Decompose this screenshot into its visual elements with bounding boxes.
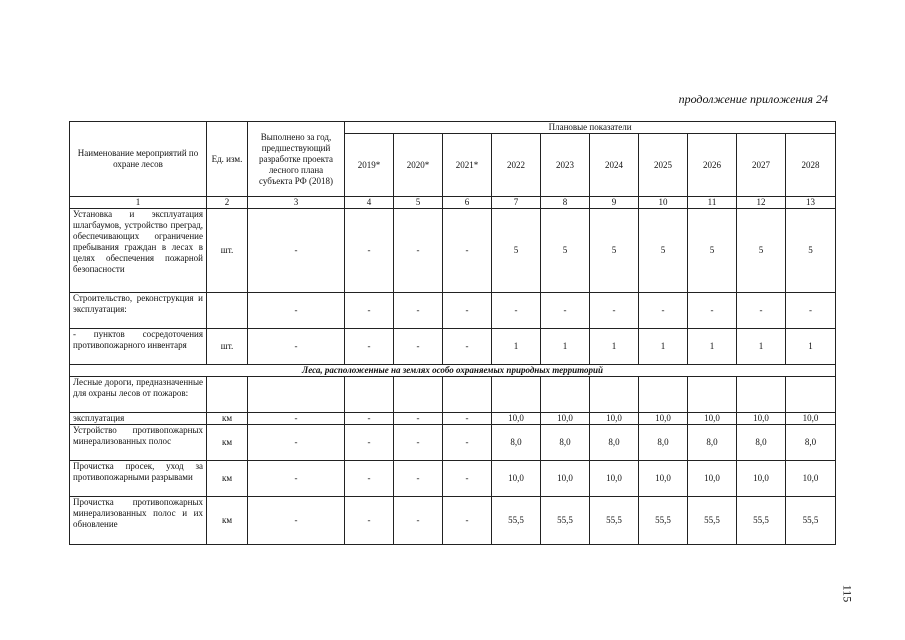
row-value: 10,0 [492, 461, 541, 497]
row-value: - [541, 293, 590, 329]
row-value: - [639, 293, 688, 329]
row-prev [248, 377, 345, 413]
row-prev: - [248, 425, 345, 461]
column-number: 12 [737, 197, 786, 209]
row-value: 10,0 [492, 413, 541, 425]
row-value: - [394, 413, 443, 425]
row-value: - [443, 293, 492, 329]
row-value: 10,0 [688, 461, 737, 497]
row-value: 1 [541, 329, 590, 365]
row-value: 8,0 [688, 425, 737, 461]
row-value: - [345, 329, 394, 365]
header-year: 2021* [443, 134, 492, 197]
row-value: 8,0 [737, 425, 786, 461]
row-value [394, 377, 443, 413]
row-value: 55,5 [688, 497, 737, 545]
header-year: 2026 [688, 134, 737, 197]
row-value: 10,0 [590, 413, 639, 425]
column-number: 5 [394, 197, 443, 209]
row-value: - [345, 425, 394, 461]
row-value [345, 377, 394, 413]
row-value: 55,5 [786, 497, 836, 545]
row-value: - [737, 293, 786, 329]
row-value: - [394, 293, 443, 329]
column-number: 7 [492, 197, 541, 209]
row-value [541, 377, 590, 413]
row-name: эксплуатация [70, 413, 207, 425]
table-row [70, 497, 836, 545]
row-value: 5 [737, 209, 786, 293]
row-name: Прочистка просек, уход за противопожарными разрывами [70, 461, 207, 497]
row-unit [207, 293, 248, 329]
row-name: Устройство противопожарных минерализованных полос [70, 425, 207, 461]
row-name: - пунктов сосредоточения противопожарного инвентаря [70, 329, 207, 365]
row-value: - [394, 461, 443, 497]
row-value: - [394, 209, 443, 293]
row-unit: км [207, 413, 248, 425]
row-value [590, 377, 639, 413]
table-row [70, 425, 836, 461]
row-value: 55,5 [492, 497, 541, 545]
row-value: - [345, 413, 394, 425]
row-value: - [443, 461, 492, 497]
row-value: 55,5 [590, 497, 639, 545]
header-plan: Плановые показатели [345, 122, 836, 134]
row-prev: - [248, 209, 345, 293]
appendix-caption: продолжение приложения 24 [678, 92, 828, 106]
table-row [70, 329, 836, 365]
row-value: - [443, 413, 492, 425]
row-value: 1 [786, 329, 836, 365]
row-value: 10,0 [688, 413, 737, 425]
header-unit: Ед. изм. [207, 122, 248, 197]
row-unit: км [207, 461, 248, 497]
row-prev: - [248, 497, 345, 545]
header-year: 2027 [737, 134, 786, 197]
row-value: - [345, 461, 394, 497]
row-value: - [443, 329, 492, 365]
row-value: 10,0 [541, 413, 590, 425]
row-value: 10,0 [639, 413, 688, 425]
column-number: 2 [207, 197, 248, 209]
row-value: 8,0 [639, 425, 688, 461]
row-value: 8,0 [786, 425, 836, 461]
table-row [70, 209, 836, 293]
row-value: 10,0 [639, 461, 688, 497]
column-number: 10 [639, 197, 688, 209]
header-year: 2019* [345, 134, 394, 197]
row-value: 5 [590, 209, 639, 293]
row-value: 10,0 [737, 413, 786, 425]
row-unit: км [207, 425, 248, 461]
row-name: Строительство, реконструкция и эксплуатация: [70, 293, 207, 329]
header-year: 2023 [541, 134, 590, 197]
column-number: 4 [345, 197, 394, 209]
row-value: - [688, 293, 737, 329]
row-value: 5 [639, 209, 688, 293]
header-year: 2028 [786, 134, 836, 197]
column-number: 6 [443, 197, 492, 209]
row-value: 10,0 [541, 461, 590, 497]
header-year: 2024 [590, 134, 639, 197]
row-value: - [345, 293, 394, 329]
table-row [70, 293, 836, 329]
row-value: - [590, 293, 639, 329]
page-number: 115 [840, 584, 855, 603]
row-value: 8,0 [541, 425, 590, 461]
row-value: - [394, 497, 443, 545]
row-value: 1 [639, 329, 688, 365]
row-value: 5 [541, 209, 590, 293]
header-year: 2020* [394, 134, 443, 197]
header-year: 2022 [492, 134, 541, 197]
row-value: 55,5 [737, 497, 786, 545]
row-name: Лесные дороги, предназначенные для охраны лесов от пожаров: [70, 377, 207, 413]
row-value: 8,0 [590, 425, 639, 461]
row-value [737, 377, 786, 413]
row-value: - [345, 497, 394, 545]
row-prev: - [248, 461, 345, 497]
column-number: 11 [688, 197, 737, 209]
row-value: - [786, 293, 836, 329]
row-value: 5 [786, 209, 836, 293]
row-value: 1 [688, 329, 737, 365]
row-value: 10,0 [737, 461, 786, 497]
column-number: 1 [70, 197, 207, 209]
row-value: 10,0 [590, 461, 639, 497]
row-value [639, 377, 688, 413]
row-value: 55,5 [541, 497, 590, 545]
column-number: 13 [786, 197, 836, 209]
row-unit: км [207, 497, 248, 545]
row-value: - [394, 329, 443, 365]
row-value [443, 377, 492, 413]
table-row [70, 413, 836, 425]
row-value: 55,5 [639, 497, 688, 545]
row-name: Прочистка противопожарных минерализованных полос и их обновление [70, 497, 207, 545]
row-value: - [345, 209, 394, 293]
row-value: 10,0 [786, 413, 836, 425]
section-title: Леса, расположенные на землях особо охраняемых природных территорий [70, 365, 836, 377]
row-value [688, 377, 737, 413]
row-value: 1 [737, 329, 786, 365]
row-value: 8,0 [492, 425, 541, 461]
table-row [70, 461, 836, 497]
row-unit [207, 377, 248, 413]
table-row [70, 377, 836, 413]
row-value: 5 [688, 209, 737, 293]
row-value [786, 377, 836, 413]
forest-protection-table [69, 121, 836, 545]
row-value: - [492, 293, 541, 329]
row-value [492, 377, 541, 413]
row-value: 1 [492, 329, 541, 365]
row-value: - [443, 497, 492, 545]
row-value: 10,0 [786, 461, 836, 497]
header-name: Наименование мероприятий по охране лесов [70, 122, 207, 197]
header-prev-year: Выполнено за год, предшествующий разработке проекта лесного плана субъекта РФ (2018) [248, 122, 345, 197]
row-value: - [443, 425, 492, 461]
row-value: - [443, 209, 492, 293]
row-value: 5 [492, 209, 541, 293]
row-unit: шт. [207, 209, 248, 293]
section-row [70, 365, 836, 377]
column-number: 9 [590, 197, 639, 209]
row-value: - [394, 425, 443, 461]
column-number: 8 [541, 197, 590, 209]
row-prev: - [248, 293, 345, 329]
row-prev: - [248, 413, 345, 425]
row-prev: - [248, 329, 345, 365]
row-name: Установка и эксплуатация шлагбаумов, устройство преград, обеспечивающих ограничение пребывания граждан в лесах в целях обеспечения пожарной безопасности [70, 209, 207, 293]
header-year: 2025 [639, 134, 688, 197]
column-number: 3 [248, 197, 345, 209]
row-value: 1 [590, 329, 639, 365]
row-unit: шт. [207, 329, 248, 365]
